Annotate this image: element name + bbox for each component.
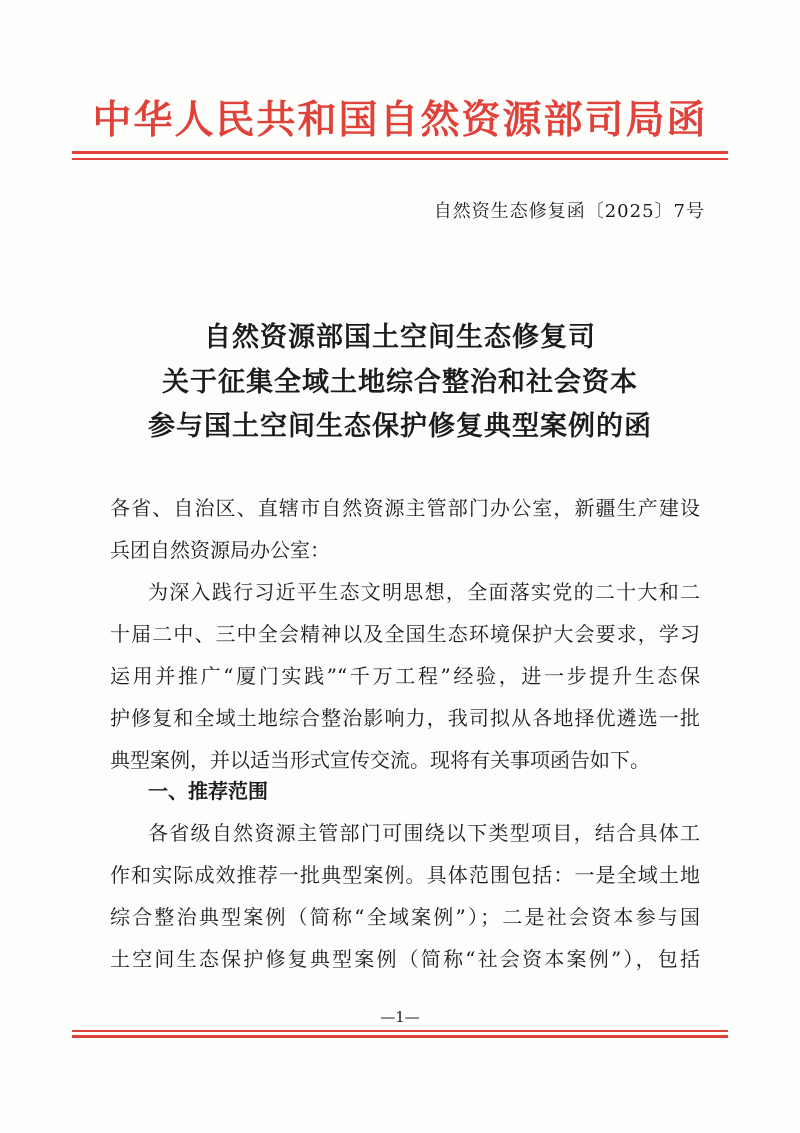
document-number: 自然资生态修复函〔2025〕7号: [433, 201, 705, 222]
intro-paragraph-line-5: 典型案例，并以适当形式宣传交流。现将有关事项函告如下。: [110, 748, 650, 772]
document-title-line-1: 自然资源部国土空间生态修复司: [204, 322, 596, 353]
section1-paragraph-line-1: 各省级自然资源主管部门可围绕以下类型项目，结合具体工: [148, 821, 700, 845]
intro-paragraph-line-3: 运用并推广“厦门实践”“千万工程”经验，进一步提升生态保: [110, 664, 700, 688]
section-heading-recommendation-scope: 一、推荐范围: [148, 779, 268, 803]
footer-red-rule-thick: [72, 1035, 728, 1038]
intro-paragraph-line-1: 为深入践行习近平生态文明思想，全面落实党的二十大和二: [148, 580, 700, 604]
intro-paragraph-line-2: 十届二中、三中全会精神以及全国生态环境保护大会要求，学习: [110, 622, 700, 646]
addressee-line-1: 各省、自治区、直辖市自然资源主管部门办公室，新疆生产建设: [110, 496, 700, 520]
agency-header-title: 中华人民共和国自然资源部司局函: [92, 97, 708, 143]
section1-paragraph-line-4: 土空间生态保护修复典型案例（简称“社会资本案例”），包括: [110, 947, 700, 971]
section1-paragraph-line-2: 作和实际成效推荐一批典型案例。具体范围包括：一是全域土地: [110, 863, 700, 887]
section1-paragraph-line-3: 综合整治典型案例（简称“全域案例”）；二是社会资本参与国: [110, 905, 700, 929]
addressee-line-2: 兵团自然资源局办公室：: [110, 538, 330, 562]
footer-red-rule-thin: [72, 1030, 728, 1032]
intro-paragraph-line-4: 护修复和全域土地综合整治影响力，我司拟从各地择优遴选一批: [110, 706, 700, 730]
header-red-rule-thin: [72, 158, 728, 160]
document-title-line-2: 关于征集全域土地综合整治和社会资本: [162, 367, 638, 398]
document-title-line-3: 参与国土空间生态保护修复典型案例的函: [148, 411, 652, 442]
header-red-rule-thick: [72, 151, 728, 154]
page-number: —1—: [380, 1008, 420, 1026]
